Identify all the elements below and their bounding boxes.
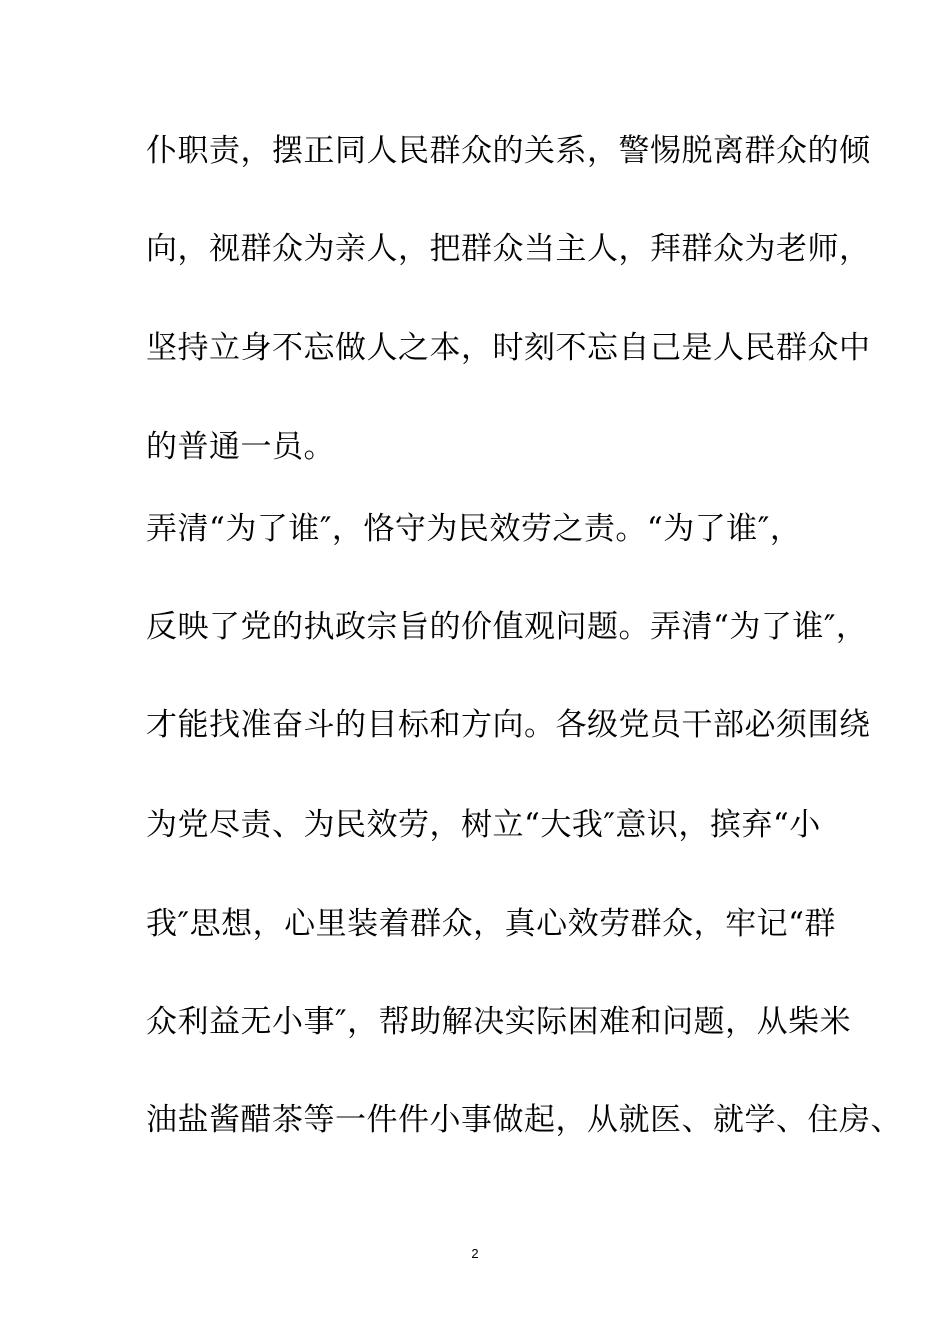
text-line: 坚持立身不忘做人之本，时刻不忘自己是人民群众中 bbox=[146, 330, 871, 366]
text-line: 众利益无小事″，帮助解决实际困难和问题，从柴米 bbox=[146, 1004, 852, 1040]
text-line: 向，视群众为亲人，把群众当主人，拜群众为老师， bbox=[146, 231, 871, 267]
paragraph-first-line: 弄清“为了谁″，恪守为民效劳之责。“为了谁″， bbox=[146, 511, 802, 547]
text-line: 油盐酱醋茶等一件件小事做起，从就医、就学、住房、 bbox=[146, 1102, 902, 1138]
text-line: 为党尽责、为民效劳，树立“大我″意识，摈弃“小 bbox=[146, 807, 821, 843]
page-number: 2 bbox=[471, 1246, 479, 1261]
text-line: 仆职责，摆正同人民群众的关系，警惕脱离群众的倾 bbox=[146, 133, 871, 169]
text-line: 才能找准奋斗的目标和方向。各级党员干部必须围绕 bbox=[146, 707, 871, 743]
text-line: 反映了党的执政宗旨的价值观问题。弄清“为了谁″， bbox=[146, 609, 868, 645]
text-line: 我″思想，心里装着群众，真心效劳群众，牢记“群 bbox=[146, 906, 836, 942]
text-line: 的普通一员。 bbox=[146, 429, 335, 465]
